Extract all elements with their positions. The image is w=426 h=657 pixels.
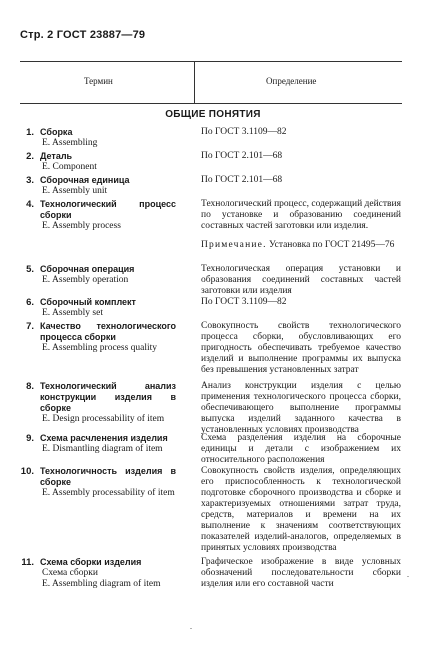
table-column-divider (194, 61, 195, 103)
term-english: E. Assembly process (42, 221, 121, 231)
entry-term (40, 151, 176, 173)
entry-number: 7. (26, 321, 34, 332)
entry-definition: Совокупность свойств технологического процесса сборки, обусловливающих его пригодность обеспечивать требуемое качество изделий и выполнение программы их выпуска без превышения установленных затрат (201, 321, 401, 375)
term-english: E. Assembly unit (42, 186, 108, 196)
entry-definition: По ГОСТ 2.101—68 (201, 175, 283, 185)
term-russian: Сборочная единица (40, 175, 130, 185)
entry-term (40, 381, 176, 425)
term-english: E. Assembly operation (42, 275, 129, 285)
entry-definition: Технологическая операция установки и образования соединений составных частей заготовки или изделия (201, 264, 401, 296)
entry-definition: Технологический процесс, содержащий действия по установке и образованию соединений составных частей заготовки или изделия. (201, 199, 401, 231)
entry-number: 8. (26, 381, 34, 392)
entry-number: 2. (26, 151, 34, 162)
entry-definition: Схема разделения изделия на сборочные единицы и детали с изображением их относительного расположения (201, 433, 401, 465)
entry-term (40, 297, 176, 319)
table-top-rule (20, 61, 402, 62)
entry-term (40, 199, 176, 232)
entry-number: 11. (21, 557, 34, 568)
entry-term (40, 175, 176, 197)
entry-term (40, 466, 176, 499)
entry-definition: По ГОСТ 3.1109—82 (201, 127, 287, 137)
term-english: E. Assembly set (42, 308, 103, 318)
scan-speck: . (190, 622, 192, 631)
entry-number: 9. (26, 433, 34, 444)
page-header: Стр. 2 ГОСТ 23887—79 (20, 29, 146, 41)
entry-definition: По ГОСТ 3.1109—82 (201, 297, 287, 307)
term-english: E. Assembly processability of item (42, 488, 175, 498)
entry-number: 1. (26, 127, 34, 138)
term-russian: Сборка (40, 127, 73, 137)
entry-number: 3. (26, 175, 34, 186)
section-title: ОБЩИЕ ПОНЯТИЯ (165, 109, 261, 120)
entry-definition: Совокупность свойств изделия, определяющих его приспособленность к технологической подготовке сборочного производства и сборке и характеризуемых отношениями затрат труда, средств, материалов и времени на их выполнение к значениям соответствующих показателей изделий-аналогов, определяемых в принятых условиях производства (201, 466, 401, 553)
entry-number: 4. (26, 199, 34, 210)
entry-definition: По ГОСТ 2.101—68 (201, 151, 283, 161)
column-header-term: Термин (84, 76, 113, 86)
entry-number: 5. (26, 264, 34, 275)
term-english: E. Dismantling diagram of item (42, 444, 163, 454)
term-russian: Качество технологического процесса сборки (40, 321, 176, 342)
entry-term (40, 557, 176, 590)
term-russian: Схема расчленения изделия (40, 433, 168, 443)
table-head-rule (20, 103, 402, 104)
note-text: Установка по ГОСТ 21495—76 (269, 240, 395, 250)
entry-term (40, 433, 176, 455)
entry-definition: Графическое изображение в виде условных обозначений последовательности сборки изделия или его составной части (201, 557, 401, 589)
entry-term (40, 127, 176, 149)
term-russian: Деталь (40, 151, 73, 161)
entry-definition: Анализ конструкции изделия с целью применения технологического процесса сборки, обеспечивающего выполнение программы выпуска изделий заданного качества в установленных условиях производства (201, 381, 401, 435)
note-label: Примечание. (201, 240, 267, 250)
term-russian: Сборочный комплект (40, 297, 136, 307)
term-english: E. Component (42, 162, 97, 172)
term-english: E. Design processability of item (42, 414, 165, 424)
column-header-definition: Определение (266, 76, 317, 86)
entry-4-note (201, 240, 401, 251)
term-russian: Технологичность изделия в сборке (40, 466, 176, 487)
term-english: E. Assembling process quality (42, 343, 158, 353)
scan-speck: . (407, 570, 409, 579)
term-russian: Сборочная операция (40, 264, 135, 274)
term-russian: Технологический процесс сборки (40, 199, 176, 220)
term-russian: Схема сборки изделия (40, 557, 142, 567)
entry-number: 6. (26, 297, 34, 308)
term-english: E. Assembling (42, 138, 98, 148)
entry-term (40, 321, 176, 354)
term-english: E. Assembling diagram of item (42, 579, 161, 589)
term-russian: Технологический анализ конструкции изделия в сборке (40, 381, 176, 413)
entry-number: 10. (20, 466, 34, 477)
entry-term (40, 264, 176, 286)
term-english-alt: Схема сборки (42, 568, 98, 578)
